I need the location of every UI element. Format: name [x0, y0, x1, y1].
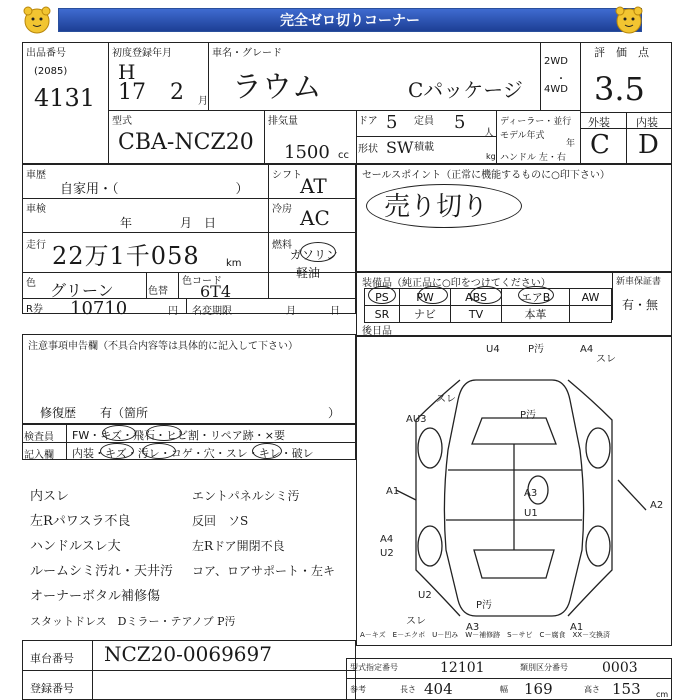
width-value: 169	[524, 680, 553, 698]
model-year-label: モデル年式	[500, 131, 545, 141]
diagram-mark: スレ	[596, 354, 616, 365]
interior-label: 内装	[636, 116, 658, 129]
sales-point-text: 売り切り	[384, 192, 489, 222]
diagram-mark: A4	[580, 344, 594, 355]
car-damage-diagram	[356, 340, 672, 630]
inspector-line2: 内装・キズ・汚レ・コゲ・穴・スレ・キレ・破レ	[72, 447, 314, 460]
load-unit: kg	[486, 152, 496, 161]
reg-year: 17	[118, 80, 146, 105]
type-no-value: 12101	[440, 660, 485, 676]
recycle-label: R券	[26, 304, 43, 315]
car-label: 車名・グレード	[212, 48, 282, 59]
displacement-label: 排気量	[268, 116, 298, 127]
remark-item: 反回 ソS	[192, 514, 249, 528]
length-label: 長さ	[400, 685, 416, 694]
capacity-value: 5	[454, 112, 466, 133]
car-grade: Cパッケージ	[408, 78, 523, 102]
remark-item: 左Rドア開閉不良	[192, 539, 285, 553]
kizu-circle-2	[100, 443, 134, 459]
kizu-circle	[102, 425, 136, 441]
score-label: 評 価 点	[594, 46, 649, 59]
mileage-label: 走行	[26, 240, 46, 251]
inspection-month: 月 日	[180, 216, 217, 230]
ac-value: AC	[300, 206, 330, 230]
diagram-mark: P汚	[528, 344, 545, 355]
diagram-mark: U2	[380, 548, 394, 559]
yogore-circle	[142, 443, 176, 459]
displacement-value: 1500	[284, 142, 330, 163]
model-value: CBA-NCZ20	[118, 130, 254, 155]
exterior-score: C	[590, 130, 610, 160]
height-label: 高さ	[584, 685, 600, 694]
shift-value: AT	[300, 174, 327, 198]
equip-sr: SR	[365, 306, 400, 323]
remark-item: 左Rパワスラ不良	[30, 514, 131, 529]
body-type-value: SW	[386, 138, 414, 157]
displacement-unit: cc	[338, 150, 349, 161]
recycle-unit: 円	[168, 306, 178, 317]
reg-month: 2	[170, 80, 184, 105]
model-label: 型式	[112, 116, 132, 127]
exterior-label: 外装	[588, 116, 610, 129]
drive-dot: ・	[556, 74, 566, 85]
bear-mascot-icon	[612, 4, 646, 36]
model-year-unit: 年	[566, 139, 576, 149]
remarks-right	[192, 484, 335, 584]
equip-airbag: エアB	[502, 289, 570, 306]
ref-label: 参考	[350, 685, 366, 694]
diagram-mark: A4	[380, 534, 394, 545]
remark-item: ルームシミ汚れ・天井汚	[30, 564, 174, 579]
first-reg-label: 初度登録年月	[112, 48, 172, 59]
diagram-mark: U2	[418, 590, 432, 601]
interior-score: D	[638, 130, 659, 160]
repair-history: 修復歴 有（箇所 ）	[40, 406, 341, 420]
car-name: ラウム	[232, 70, 322, 105]
fuel-selected-circle	[300, 242, 336, 262]
equip-tv: TV	[451, 306, 502, 323]
diagram-mark: A1	[386, 486, 400, 497]
pw-circle	[418, 286, 448, 304]
month-unit: 月	[198, 96, 208, 107]
name-change-month: 月	[286, 306, 296, 317]
doors-value: 5	[386, 112, 398, 133]
fuel-label: 燃料	[272, 240, 292, 251]
equip-aw: AW	[570, 289, 612, 306]
color-value: グリーン	[50, 281, 114, 300]
warranty-label: 新車保証書	[616, 277, 662, 287]
class-no-value: 0003	[602, 660, 638, 676]
remark-item: スタットドレス Dミラー・テアノブ P汚	[30, 615, 236, 628]
sales-point-label: セールスポイント（正常に機能するものに○印下さい）	[362, 170, 610, 181]
shift-label: シフト	[272, 170, 302, 181]
mileage-unit: km	[226, 258, 242, 269]
inspector-label: 検査員	[24, 432, 54, 443]
fuel-gas: ガソリン	[290, 248, 339, 262]
lot-number: 4131	[34, 84, 96, 112]
registration-label: 登録番号	[30, 682, 74, 695]
rear-item-label: 後日品	[362, 326, 392, 337]
equip-ps: PS	[365, 289, 400, 306]
capacity-label: 定員	[414, 116, 434, 127]
ps-circle	[368, 286, 396, 304]
fuel-diesel: 軽油	[296, 266, 321, 280]
header-bar	[0, 0, 700, 42]
lot-sub: (2085)	[34, 66, 68, 77]
inspection-year: 年	[120, 216, 133, 230]
diagram-mark: P汚	[476, 600, 493, 611]
diagram-mark: A1	[570, 622, 584, 630]
doors-label: ドア	[358, 116, 378, 127]
color-code-label: 色コード	[182, 276, 222, 287]
name-change-day: 日	[330, 306, 340, 317]
equip-abs: ABS	[451, 289, 502, 306]
inspection-label: 車検	[26, 204, 46, 215]
remark-item: ハンドルスレ大	[30, 539, 121, 554]
inspector-line1: FW・キズ・飛石・ヒビ割・リペア跡・×要	[72, 429, 285, 442]
body-type-label: 形状	[358, 144, 378, 155]
bear-mascot-icon	[20, 4, 54, 36]
length-value: 404	[424, 680, 453, 698]
recycle-value: 10710	[70, 298, 128, 319]
height-value: 153	[612, 680, 641, 698]
remark-item: 内スレ	[30, 489, 70, 504]
mileage-value: 22万1千058	[52, 242, 200, 270]
era: H	[118, 60, 136, 84]
damage-legend: A－キズ E－エクボ U－凹み W－補修跡 S－サビ C－腐食 XX－交換済	[360, 631, 611, 639]
class-no-label: 類別区分番号	[520, 663, 568, 672]
name-change-label: 名変期限	[192, 306, 232, 317]
diagram-mark: AU3	[406, 414, 427, 425]
equip-leather: 本革	[502, 306, 570, 323]
page-title: 完全ゼロ切りコーナー	[58, 8, 642, 32]
diagram-mark: U4	[486, 344, 500, 355]
drive-4wd: 4WD	[544, 84, 568, 95]
tobiishi-circle	[146, 425, 182, 441]
use-value: 自家用・（ ）	[60, 182, 249, 197]
diagram-mark: P汚	[520, 410, 537, 421]
equipment-label: 装備品（純正品に○印をつけてください）	[362, 278, 551, 289]
color-code: 6T4	[200, 282, 232, 301]
lot-label: 出品番号	[26, 48, 66, 59]
chassis-label: 車台番号	[30, 652, 74, 665]
drive-2wd: 2WD	[544, 56, 568, 67]
diagram-mark: A3	[466, 622, 480, 630]
remark-item: オーナーボタル補修傷	[30, 589, 161, 604]
diagram-mark: スレ	[436, 394, 456, 405]
dims-unit: cm	[656, 690, 669, 699]
capacity-unit: 人	[484, 128, 494, 139]
inspector-label2: 記入欄	[24, 450, 54, 461]
score-value: 3.5	[594, 70, 645, 108]
handle-label: ハンドル 左・右	[500, 153, 566, 163]
chassis-number: NCZ20-0069697	[104, 642, 272, 666]
diagram-mark: U1	[524, 508, 538, 519]
dealer-label: ディーラー・並行	[500, 117, 572, 127]
color-label: 色	[26, 278, 36, 289]
remark-item: コア、ロアサポート・左キ	[192, 564, 336, 578]
use-label: 車歴	[26, 170, 46, 181]
diagram-mark: A3	[524, 488, 538, 499]
sure-circle	[252, 443, 282, 459]
diagram-mark: A2	[650, 500, 664, 511]
type-no-label: 型式指定番号	[350, 663, 398, 672]
equip-pw: PW	[399, 289, 450, 306]
color-change-label: 色替	[148, 286, 168, 297]
notes-label: 注意事項申告欄（不具合内容等は具体的に記入して下さい）	[28, 341, 298, 352]
abs-circle	[470, 286, 502, 304]
airbag-circle	[518, 286, 554, 304]
warranty-value: 有・無	[622, 298, 659, 312]
diagram-mark: スレ	[406, 616, 426, 627]
load-label: 積載	[414, 142, 434, 153]
equip-navi: ナビ	[399, 306, 450, 323]
remark-item: エントパネルシミ汚	[192, 489, 300, 503]
width-label: 幅	[500, 685, 508, 694]
ac-label: 冷房	[272, 204, 292, 215]
